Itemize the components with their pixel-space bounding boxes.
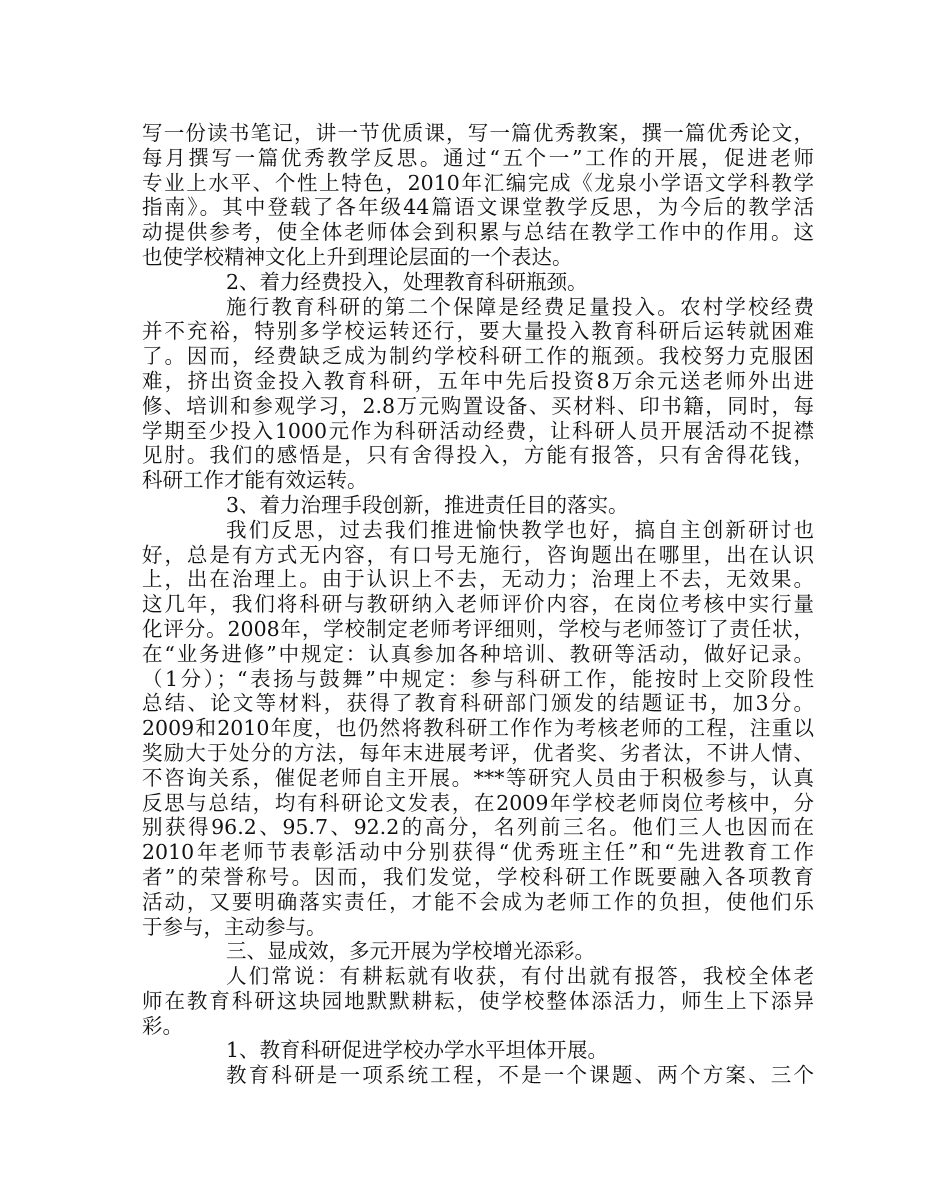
text-line: 每月撰写一篇优秀教学反思。通过“五个一”工作的开展，促进老师 (142, 145, 814, 170)
document-body (142, 121, 814, 1088)
text-line: 这几年，我们将科研与教研纳入老师评价内容，在岗位考核中实行量 (142, 592, 814, 617)
text-line: 师在教育科研这块园地默默耕耘，使学校整体添活力，师生上下添异 (142, 988, 814, 1013)
text-line: 反思与总结，均有科研论文发表，在2009年学校老师岗位考核中，分 (142, 790, 814, 815)
text-line: 化评分。2008年，学校制定老师考评细则，学校与老师签订了责任状， (142, 616, 814, 641)
text-line: 2010年老师节表彰活动中分别获得“优秀班主任”和“先进教育工作 (142, 840, 814, 865)
text-line: 见肘。我们的感悟是，只有舍得投入，方能有报答，只有舍得花钱， (142, 443, 814, 468)
text-line: 写一份读书笔记，讲一节优质课，写一篇优秀教案，撰一篇优秀论文， (142, 121, 814, 145)
text-line: 2、着力经费投入，处理教育科研瓶颈。 (226, 269, 588, 294)
text-line: 奖励大于处分的方法，每年末进展考评，优者奖、劣者汰，不讲人情、 (142, 740, 814, 765)
text-line: 彩。 (142, 1013, 183, 1038)
text-line: 动提供参考，使全体老师体会到积累与总结在教学工作中的作用。这 (142, 220, 814, 245)
text-line: 总结、论文等材料，获得了教育科研部门颁发的结题证书，加3分。 (142, 691, 814, 716)
text-line: 别获得96.2、95.7、92.2的高分，名列前三名。他们三人也因而在 (142, 815, 814, 840)
text-line: 在“业务进修”中规定：认真参加各种培训、教研等活动，做好记录。 (142, 641, 814, 666)
text-line: 指南》。其中登载了各年级44篇语文课堂教学反思，为今后的教学活 (142, 195, 814, 220)
text-line: 人们常说：有耕耘就有收获，有付出就有报答，我校全体老 (226, 964, 814, 989)
text-line: 并不充裕，特别多学校运转还行，要大量投入教育科研后运转就困难 (142, 319, 814, 344)
text-line: 活动，又要明确落实责任，才能不会成为老师工作的负担，使他们乐 (142, 889, 814, 914)
text-line: 三、显成效，多元开展为学校增光添彩。 (226, 939, 595, 964)
text-line: 我们反思，过去我们推进愉快教学也好，搞自主创新研讨也 (226, 517, 814, 542)
text-line: 施行教育科研的第二个保障是经费足量投入。农村学校经费 (226, 294, 814, 319)
text-line: 教育科研是一项系统工程，不是一个课题、两个方案、三个 (226, 1063, 814, 1088)
text-line: 于参与，主动参与。 (142, 914, 327, 939)
text-line: 科研工作才能有效运转。 (142, 468, 368, 493)
text-line: 也使学校精神文化上升到理论层面的一个表达。 (142, 244, 573, 269)
text-line: 专业上水平、个性上特色，2010年汇编完成《龙泉小学语文学科教学 (142, 170, 814, 195)
text-line: （1分）；“表扬与鼓舞”中规定：参与科研工作，能按时上交阶段性 (142, 666, 814, 691)
text-line: 上，出在治理上。由于认识上不去，无动力；治理上不去，无效果。 (142, 567, 814, 592)
text-line: 不咨询关系，催促老师自主开展。***等研究人员由于积极参与，认真 (142, 765, 814, 790)
text-line: 3、着力治理手段创新，推进责任目的落实。 (226, 492, 629, 517)
text-line: 了。因而，经费缺乏成为制约学校科研工作的瓶颈。我校努力克服困 (142, 344, 814, 369)
text-line: 难，挤出资金投入教育科研，五年中先后投资8万余元送老师外出进 (142, 368, 814, 393)
text-line: 好，总是有方式无内容，有口号无施行，咨询题出在哪里，出在认识 (142, 542, 814, 567)
text-line: 2009和2010年度，也仍然将教科研工作作为考核老师的工程，注重以 (142, 716, 814, 741)
text-line: 1、教育科研促进学校办学水平坦体开展。 (226, 1038, 609, 1063)
text-line: 学期至少投入1000元作为科研活动经费，让科研人员开展活动不捉襟 (142, 418, 814, 443)
text-line: 者”的荣誉称号。因而，我们发觉，学校科研工作既要融入各项教育 (142, 864, 814, 889)
text-line: 修、培训和参观学习，2.8万元购置设备、买材料、印书籍，同时，每 (142, 393, 814, 418)
